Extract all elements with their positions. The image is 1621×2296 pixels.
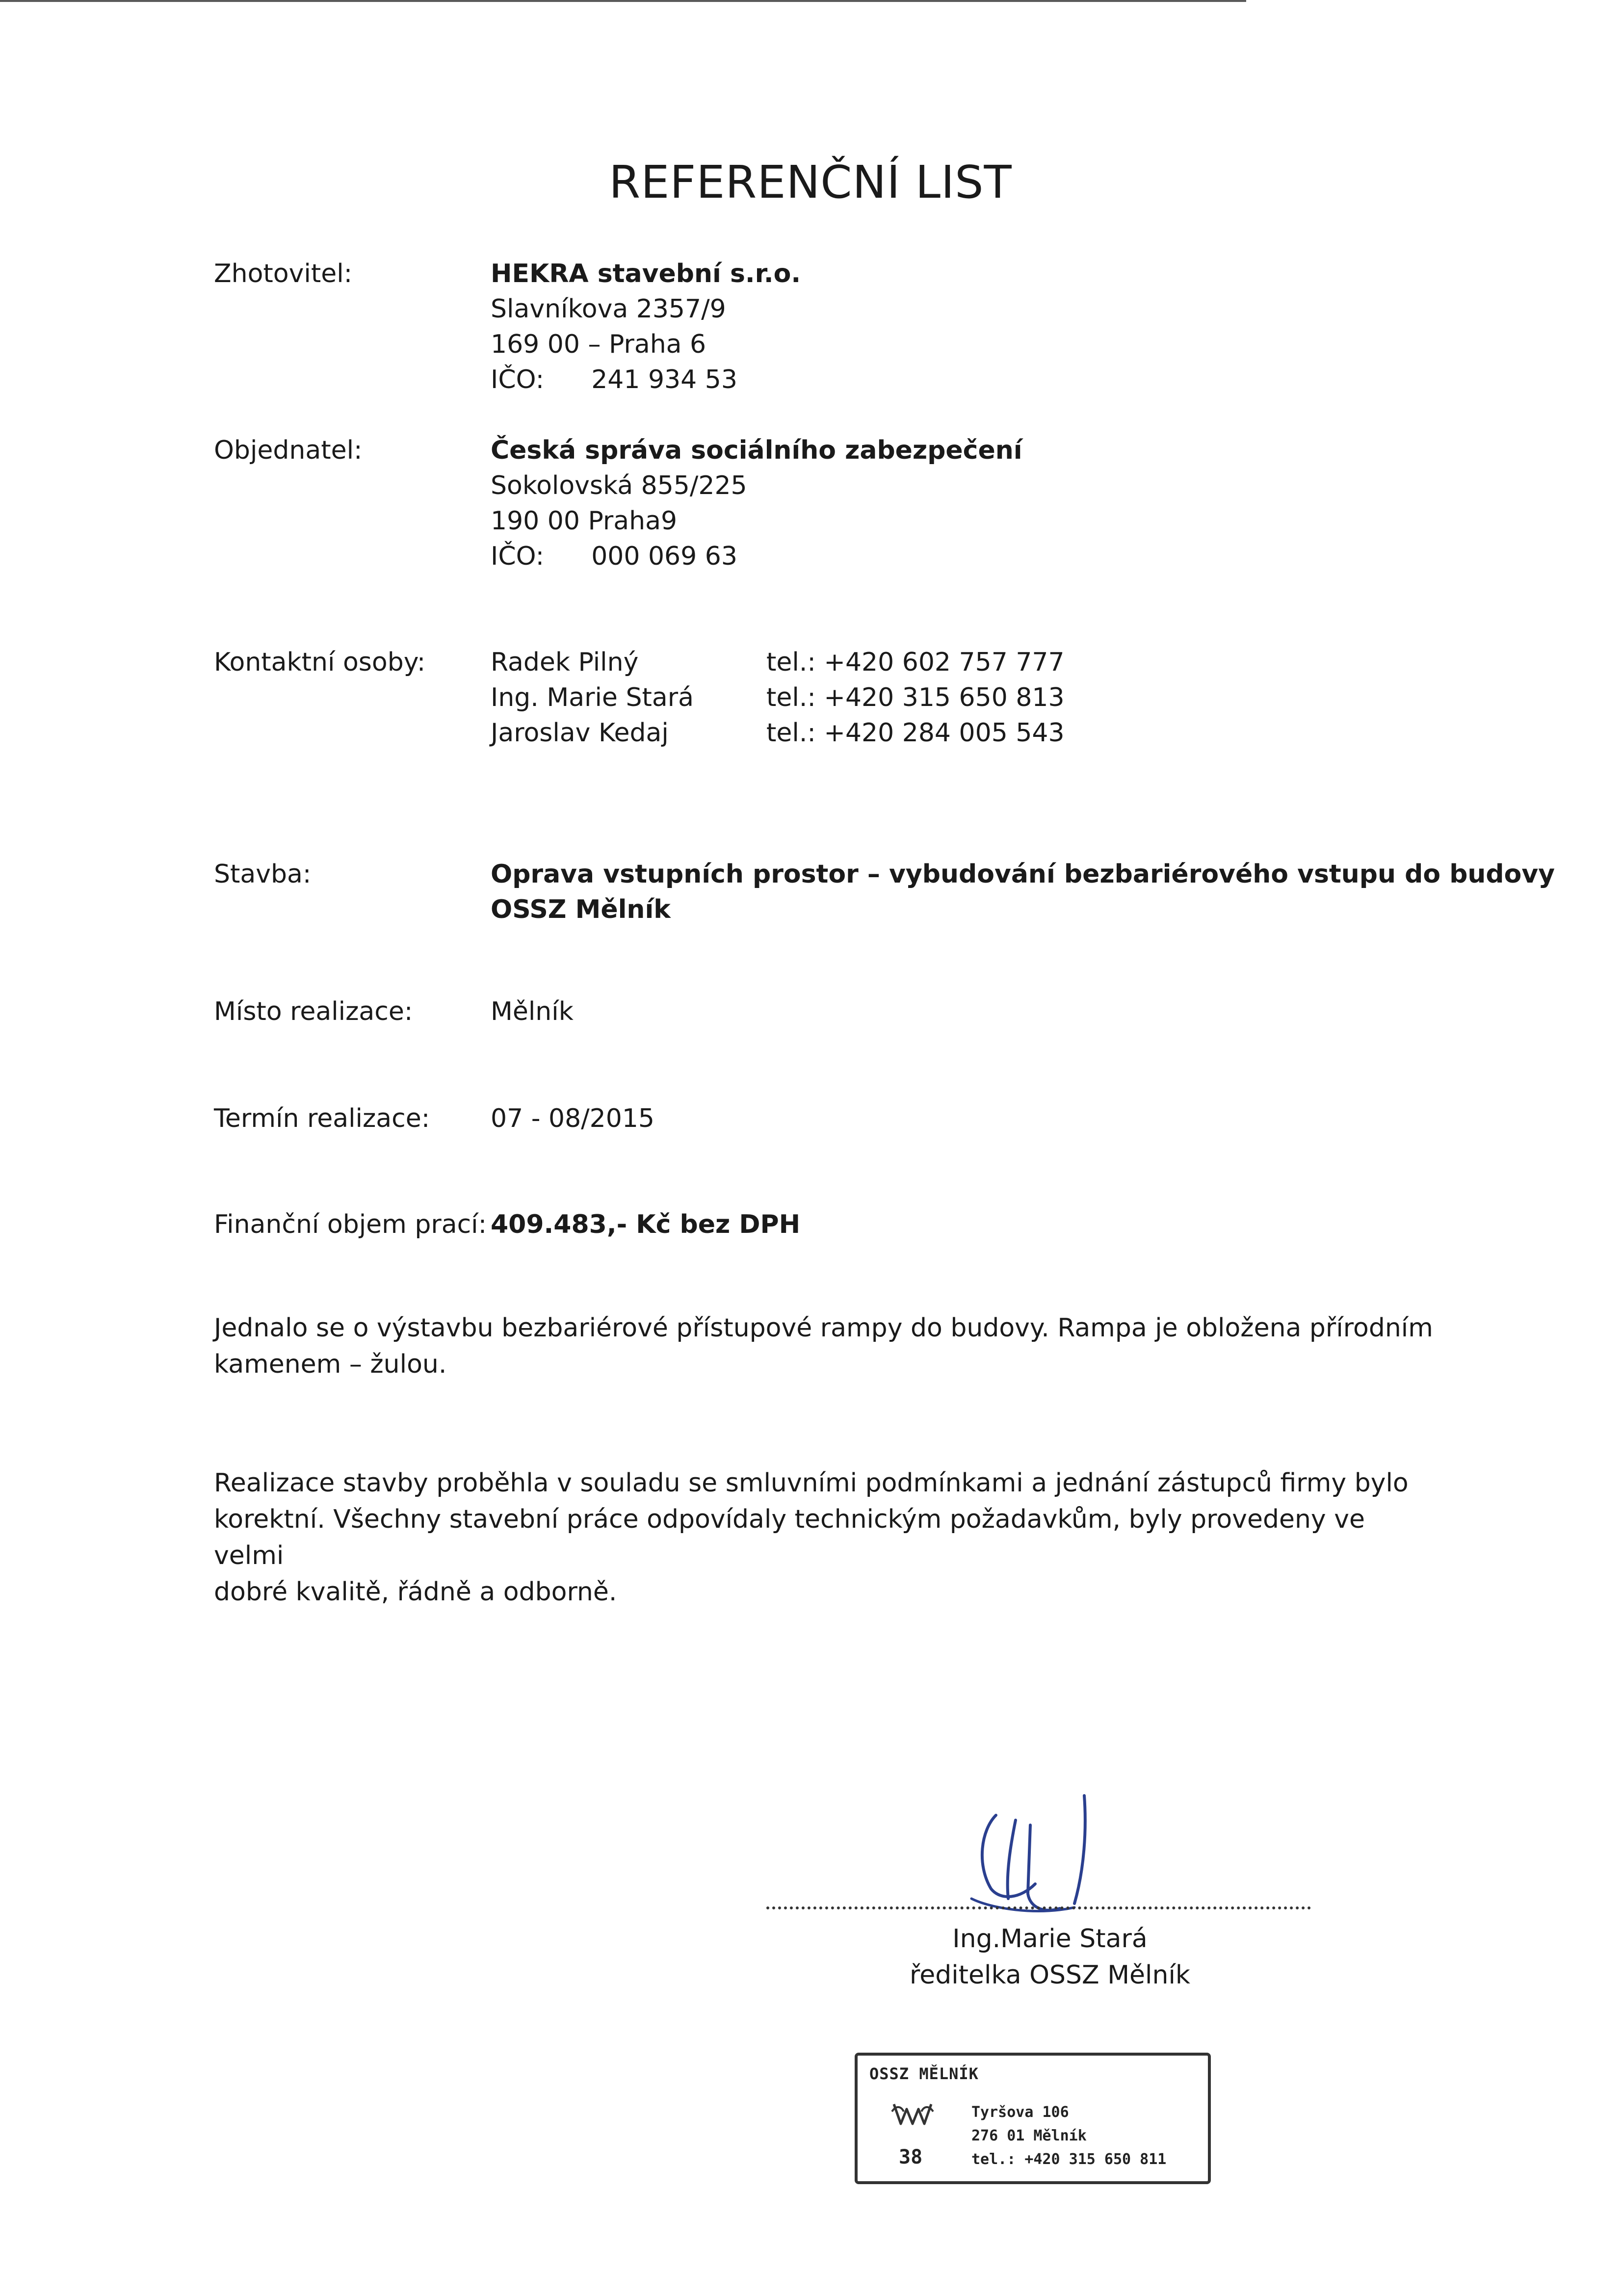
term-label: Termín realizace: — [214, 1104, 430, 1133]
signatory-role: ředitelka OSSZ Mělník — [909, 1960, 1191, 1990]
contact-phone: tel.: +420 602 757 777 — [766, 648, 1065, 677]
paragraph-line: korektní. Všechny stavební práce odpovídaly technickým požadavkům, byly provedeny ve velmi — [214, 1505, 1365, 1570]
contractor-ico: 241 934 53 — [591, 365, 737, 394]
contact-phone: tel.: +420 315 650 813 — [766, 683, 1065, 712]
construction-line1: Oprava vstupních prostor – vybudování bezbariérového vstupu do budovy — [491, 860, 1555, 889]
stamp-phone: tel.: +420 315 650 811 — [971, 2151, 1167, 2168]
contractor-ico-label: IČO: — [491, 365, 545, 394]
paragraph-line: dobré kvalitě, řádně a odborně. — [214, 1577, 617, 1607]
contacts-label: Kontaktní osoby: — [214, 648, 426, 677]
evaluation-paragraph — [214, 1465, 1440, 1610]
paragraph-line: Jednalo se o výstavbu bezbariérové přístupové rampy do budovy. Rampa je obložena přírodním — [214, 1313, 1433, 1343]
description-paragraph — [214, 1310, 1440, 1383]
contact-name: Jaroslav Kedaj — [491, 718, 669, 748]
contractor-city: 169 00 – Praha 6 — [491, 330, 706, 359]
stamp-street: Tyršova 106 — [971, 2104, 1069, 2121]
contact-phones — [766, 645, 1065, 751]
paragraph-line: kamenem – žulou. — [214, 1350, 447, 1379]
client-ico: 000 069 63 — [591, 542, 737, 571]
contractor-street: Slavníkova 2357/9 — [491, 294, 726, 324]
handwritten-signature — [962, 1786, 1148, 1923]
stamp-number: 38 — [899, 2146, 923, 2168]
client-ico-row — [491, 539, 1022, 574]
place-label: Místo realizace: — [214, 997, 413, 1026]
stamp-title: OSSZ MĚLNÍK — [869, 2064, 979, 2083]
construction-label: Stavba: — [214, 860, 312, 889]
signatory-name: Ing.Marie Stará — [952, 1924, 1148, 1954]
client-street: Sokolovská 855/225 — [491, 471, 747, 500]
client-ico-label: IČO: — [491, 542, 545, 571]
construction-line2: OSSZ Mělník — [491, 895, 671, 924]
office-stamp — [855, 2053, 1211, 2184]
finance-label: Finanční objem prací: — [214, 1210, 487, 1239]
client-label: Objednatel: — [214, 436, 363, 465]
page-title: REFERENČNÍ LIST — [609, 156, 1012, 209]
client-block — [491, 433, 1022, 574]
place-value: Mělník — [491, 997, 574, 1026]
contact-name: Radek Pilný — [491, 648, 639, 677]
contractor-name: HEKRA stavební s.r.o. — [491, 259, 801, 288]
contractor-label: Zhotovitel: — [214, 259, 353, 288]
scan-edge-line — [0, 0, 1246, 2]
contact-phone: tel.: +420 284 005 543 — [766, 718, 1065, 748]
stamp-city: 276 01 Mělník — [971, 2127, 1087, 2144]
finance-value: 409.483,- Kč bez DPH — [491, 1210, 801, 1239]
contractor-ico-row — [491, 362, 801, 397]
contractor-block — [491, 256, 801, 397]
client-city: 190 00 Praha9 — [491, 506, 678, 536]
paragraph-line: Realizace stavby proběhla v souladu se smluvními podmínkami a jednání zástupců firmy bylo — [214, 1468, 1409, 1498]
term-value: 07 - 08/2015 — [491, 1104, 655, 1133]
contact-name: Ing. Marie Stará — [491, 683, 694, 712]
stamp-address — [971, 2101, 1166, 2171]
ossz-logo-icon — [889, 2097, 936, 2131]
contact-names — [491, 645, 694, 751]
signature-line — [766, 1906, 1311, 1909]
construction-block — [491, 857, 1555, 927]
client-name: Česká správa sociálního zabezpečení — [491, 436, 1022, 465]
